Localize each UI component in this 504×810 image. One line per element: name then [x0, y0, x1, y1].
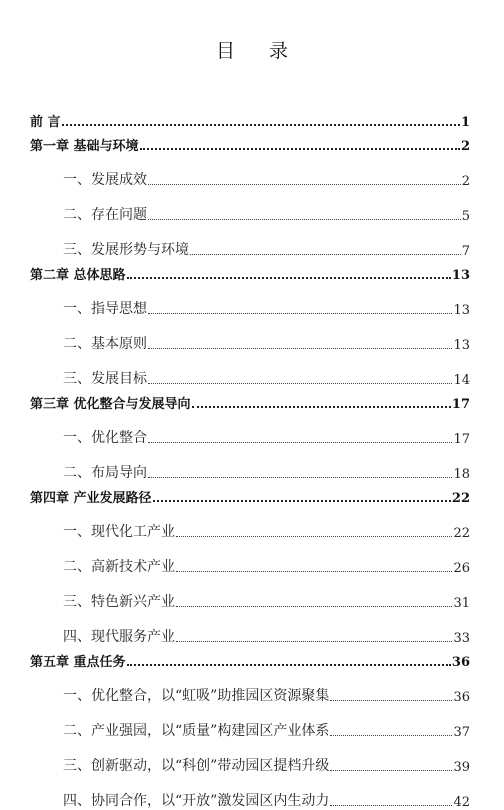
toc-page-number: 42 — [453, 795, 470, 810]
toc-page-number: 36 — [453, 690, 470, 705]
toc-entry-label: 二、存在问题 — [63, 207, 147, 223]
toc-section-entry[interactable] — [30, 412, 470, 447]
toc-section-entry[interactable] — [30, 353, 470, 388]
toc-leader-dots — [148, 441, 452, 443]
toc-entry-label: 第五章 重点任务 — [30, 655, 126, 670]
toc-entry-label: 四、协同合作，以“开放”激发园区内生动力 — [63, 793, 330, 809]
toc-page-number: 33 — [453, 631, 470, 646]
toc-chapter-entry[interactable] — [30, 646, 470, 670]
toc-page-number: 26 — [453, 561, 470, 576]
toc-section-entry[interactable] — [30, 670, 470, 705]
toc-leader-dots — [148, 183, 461, 185]
toc-page-number: 17 — [453, 432, 470, 447]
toc-section-entry[interactable] — [30, 318, 470, 353]
toc-entry-label: 三、发展目标 — [63, 371, 147, 387]
toc-section-entry[interactable] — [30, 283, 470, 318]
toc-leader-dots — [148, 347, 452, 349]
toc-page-number: 18 — [453, 467, 470, 482]
toc-entry-label: 二、产业强园，以“质量”构建园区产业体系 — [63, 723, 330, 739]
toc-page-number: 22 — [451, 491, 470, 506]
toc-leader-dots — [127, 663, 451, 666]
toc-entry-label: 三、特色新兴产业 — [63, 594, 175, 610]
toc-leader-dots — [140, 147, 460, 150]
toc-section-entry[interactable] — [30, 447, 470, 482]
toc-leader-dots — [148, 476, 452, 478]
toc-page-number: 17 — [451, 397, 470, 412]
toc-entry-label: 一、指导思想 — [63, 301, 147, 317]
toc-page-number: 7 — [461, 244, 470, 259]
toc-entry-label: 一、现代化工产业 — [63, 524, 175, 540]
toc-entry-label: 三、创新驱动，以“科创”带动园区提档升级 — [63, 758, 330, 774]
toc-entry-label: 一、优化整合，以“虹吸”助推园区资源聚集 — [63, 688, 330, 704]
toc-page-number: 2 — [460, 139, 470, 154]
toc-page-number: 36 — [451, 655, 470, 670]
toc-leader-dots — [148, 218, 461, 220]
toc-section-entry[interactable] — [30, 541, 470, 576]
toc-page-number: 31 — [453, 596, 470, 611]
toc-section-entry[interactable] — [30, 189, 470, 224]
toc-section-entry[interactable] — [30, 705, 470, 740]
toc-leader-dots — [148, 312, 452, 314]
toc-chapter-entry[interactable] — [30, 259, 470, 283]
toc-leader-dots — [330, 699, 452, 701]
toc-entry-label: 第三章 优化整合与发展导向 — [30, 397, 191, 412]
toc-section-entry[interactable] — [30, 506, 470, 541]
toc-chapter-entry[interactable] — [30, 102, 470, 130]
toc-leader-dots — [330, 734, 452, 736]
toc-entry-label: 三、发展形势与环境 — [63, 242, 189, 258]
toc-section-entry[interactable] — [30, 611, 470, 646]
toc-entry-label: 四、现代服务产业 — [63, 629, 175, 645]
toc-leader-dots — [330, 804, 452, 806]
toc-page-number: 13 — [451, 268, 470, 283]
toc-entry-label: 一、优化整合 — [63, 430, 147, 446]
toc-entry-label: 一、发展成效 — [63, 172, 147, 188]
toc-leader-dots — [148, 382, 452, 384]
toc-page-number: 13 — [453, 303, 470, 318]
toc-leader-dots — [192, 405, 451, 408]
toc-entry-label: 第一章 基础与环境 — [30, 139, 139, 154]
toc-leader-dots — [176, 535, 452, 537]
toc-page-number: 37 — [453, 725, 470, 740]
toc-title: 目 录 — [215, 40, 303, 62]
toc-leader-dots — [62, 123, 460, 126]
toc-leader-dots — [176, 605, 452, 607]
toc-chapter-entry[interactable] — [30, 482, 470, 506]
toc-page-number: 1 — [460, 115, 470, 130]
toc-page-number: 22 — [453, 526, 470, 541]
toc-leader-dots — [190, 253, 461, 255]
toc-entry-label: 二、高新技术产业 — [63, 559, 175, 575]
toc-section-entry[interactable] — [30, 576, 470, 611]
toc-leader-dots — [176, 640, 452, 642]
toc-chapter-entry[interactable] — [30, 130, 470, 154]
toc-section-entry[interactable] — [30, 775, 470, 810]
toc-section-entry[interactable] — [30, 154, 470, 189]
toc-entry-label: 第四章 产业发展路径 — [30, 491, 152, 506]
toc-page-number: 5 — [461, 209, 470, 224]
toc-leader-dots — [176, 570, 452, 572]
toc-leader-dots — [127, 276, 451, 279]
toc-entry-label: 前 言 — [30, 115, 61, 130]
toc-page-number: 2 — [461, 174, 470, 189]
toc-page-number: 39 — [453, 760, 470, 775]
toc-leader-dots — [330, 769, 452, 771]
toc-leader-dots — [153, 499, 451, 502]
toc-entry-label: 二、基本原则 — [63, 336, 147, 352]
table-of-contents — [30, 102, 470, 810]
toc-entry-label: 二、布局导向 — [63, 465, 147, 481]
toc-page-number: 13 — [453, 338, 470, 353]
toc-chapter-entry[interactable] — [30, 388, 470, 412]
toc-page-number: 14 — [453, 373, 470, 388]
toc-section-entry[interactable] — [30, 224, 470, 259]
toc-section-entry[interactable] — [30, 740, 470, 775]
toc-entry-label: 第二章 总体思路 — [30, 268, 126, 283]
